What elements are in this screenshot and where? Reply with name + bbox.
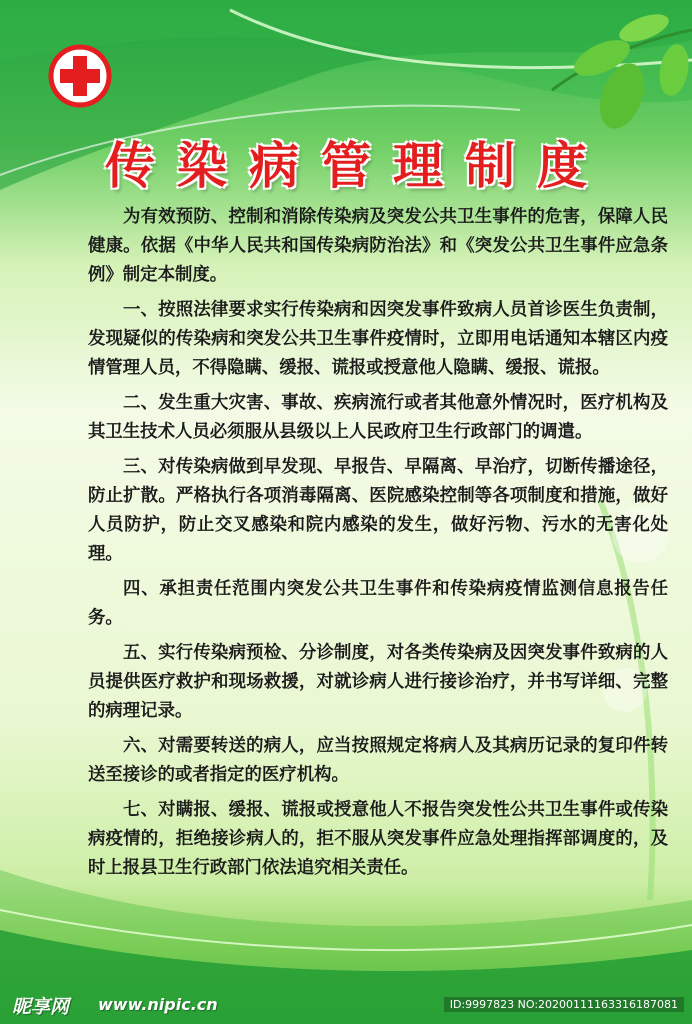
leaves-decoration — [532, 0, 692, 140]
clause-4: 四、承担责任范围内突发公共卫生事件和传染病疫情监测信息报告任务。 — [88, 579, 668, 628]
clause-6: 六、对需要转送的病人，应当按照规定将病人及其病历记录的复印件转送至接诊的或者指定的医疗机构。 — [88, 736, 668, 785]
clause-5: 五、实行传染病预检、分诊制度，对各类传染病及因突发事件致病的人员提供医疗救护和现场救援，对就诊病人进行接诊治疗，并书写详细、完整的病理记录。 — [88, 643, 668, 721]
intro-paragraph: 为有效预防、控制和消除传染病及突发公共卫生事件的危害，保障人民健康。依据《中华人民共和国传染病防治法》和《突发公共卫生事件应急条例》制定本制度。 — [88, 207, 668, 285]
clause-3: 三、对传染病做到早发现、早报告、早隔离、早治疗，切断传播途径，防止扩散。严格执行各项消毒隔离、医院感染控制等各项制度和措施，做好人员防护，防止交叉感染和院内感染的发生，做好污物、污水的无害化处理。 — [88, 457, 668, 564]
watermark-site: www.nipic.cn — [98, 995, 218, 1014]
page-title: 传染病管理制度 — [105, 136, 609, 195]
clause-1: 一、按照法律要求实行传染病和因突发事件致病人员首诊医生负责制，发现疑似的传染病和突发公共卫生事件疫情时，立即用电话通知本辖区内疫情管理人员，不得隐瞒、缓报、谎报或授意他人隐瞒、缓报、谎报。 — [88, 300, 668, 378]
red-cross-logo — [48, 44, 112, 108]
watermark-brand: 昵享网 — [12, 996, 70, 1018]
clause-7: 七、对瞒报、缓报、谎报或授意他人不报告突发性公共卫生事件或传染病疫情的，拒绝接诊病人的，拒不服从突发事件应急处理指挥部调度的，及时上报县卫生行政部门依法追究相关责任。 — [88, 800, 668, 878]
regulation-body — [88, 203, 668, 889]
clause-2: 二、发生重大灾害、事故、疾病流行或者其他意外情况时，医疗机构及其卫生技术人员必须服从县级以上人民政府卫生行政部门的调遣。 — [88, 393, 668, 442]
watermark-footer — [0, 990, 692, 1024]
watermark-id: ID:9997823 NO:20200111163316187081 — [444, 997, 684, 1012]
